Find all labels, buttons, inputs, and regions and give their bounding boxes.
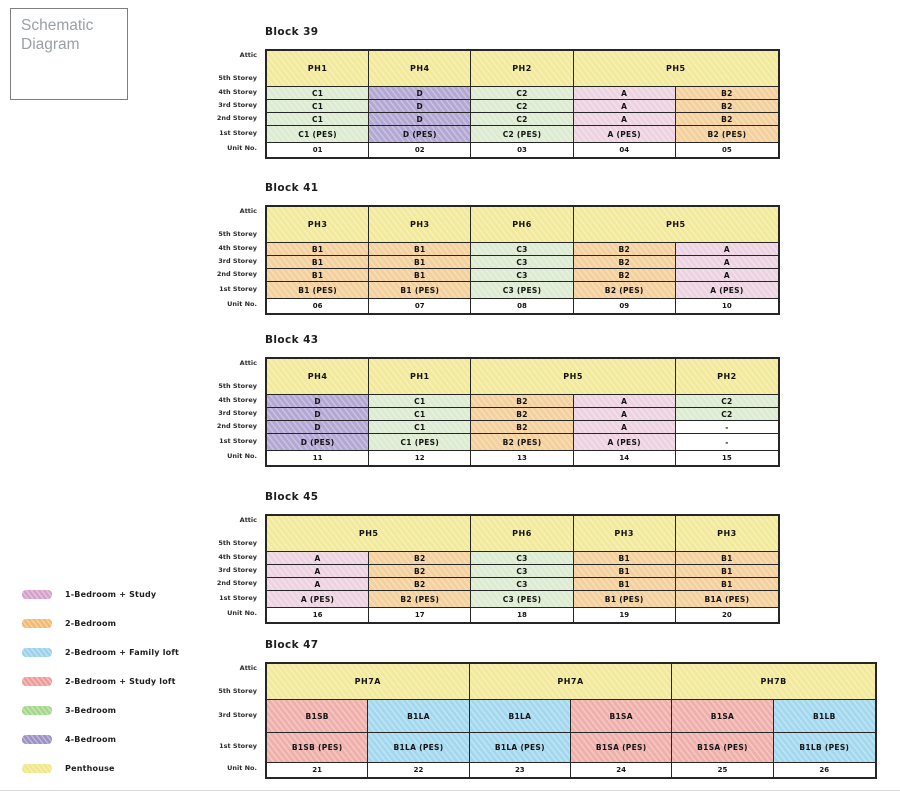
row-labels: [185, 49, 261, 159]
storey-row: [267, 87, 778, 100]
unit-type-cell: B1: [676, 578, 778, 590]
storey-label: 2nd Storey: [216, 578, 257, 587]
unit-type-cell: C3: [471, 565, 573, 577]
legend: [22, 588, 179, 791]
unit-number-cell: 17: [369, 608, 471, 622]
storey-label: 2nd Storey: [216, 113, 257, 122]
unit-no-label: Unit No.: [227, 452, 257, 460]
unit-number-cell: 22: [368, 763, 469, 777]
block-table: [185, 662, 877, 779]
unit-type-cell: B1LA: [470, 700, 571, 732]
row-labels: [185, 662, 261, 779]
unit-number-cell: 07: [369, 299, 471, 313]
unit-number-cell: 14: [574, 451, 676, 465]
unit-type-cell: B1A (PES): [676, 591, 778, 607]
unit-type-cell: A (PES): [267, 591, 369, 607]
penthouse-cell: PH1: [267, 51, 369, 86]
block-title: Block 39: [265, 26, 319, 38]
block-table: [185, 205, 780, 315]
penthouse-row: [267, 207, 778, 243]
penthouse-row: [267, 516, 778, 552]
legend-item: [22, 646, 179, 658]
penthouse-cell: PH3: [369, 207, 471, 242]
legend-label: 1-Bedroom + Study: [65, 589, 157, 599]
legend-label: 2-Bedroom + Family loft: [65, 647, 180, 657]
storey-row: [267, 591, 778, 608]
legend-color-swatch: [22, 677, 52, 686]
unit-type-cell: C3: [471, 269, 573, 281]
storey-label: 4th Storey: [218, 395, 257, 404]
storey-label: 3rd Storey: [218, 100, 257, 109]
unit-number-cell: 16: [267, 608, 369, 622]
unit-type-cell: B2: [574, 256, 676, 268]
unit-type-cell: C1: [267, 113, 369, 125]
unit-type-cell: C1 (PES): [267, 126, 369, 142]
unit-type-cell: B2: [471, 421, 573, 433]
storey-label: 1st Storey: [219, 436, 257, 445]
legend-label: Penthouse: [65, 763, 115, 773]
unit-number-cell: 18: [471, 608, 573, 622]
block-title: Block 41: [265, 182, 319, 194]
storey-row: [267, 395, 778, 408]
penthouse-cell: PH7A: [470, 664, 673, 699]
unit-type-cell: C1: [267, 100, 369, 112]
unit-type-cell: B1LB: [774, 700, 875, 732]
storey-label: 5th Storey: [218, 230, 257, 238]
unit-type-cell: B2: [369, 565, 471, 577]
unit-number-cell: 03: [471, 143, 573, 157]
penthouse-cell: PH2: [471, 51, 573, 86]
unit-type-cell: C2: [676, 395, 778, 407]
unit-type-cell: B2 (PES): [676, 126, 778, 142]
table: [265, 514, 780, 624]
block-table: [185, 514, 780, 624]
block: [185, 182, 780, 315]
penthouse-cell: PH5: [574, 207, 778, 242]
storey-row: [267, 408, 778, 421]
legend-color-swatch: [22, 619, 52, 628]
unit-number-cell: 24: [571, 763, 672, 777]
unit-number-cell: 04: [574, 143, 676, 157]
unit-row: [267, 451, 778, 465]
storey-label: 1st Storey: [219, 742, 257, 750]
storey-row: [267, 733, 875, 763]
unit-type-cell: B1SA (PES): [672, 733, 773, 762]
storey-row: [267, 421, 778, 434]
attic-label: Attic: [239, 664, 257, 672]
block-title: Block 43: [265, 334, 319, 346]
storey-label: 1st Storey: [219, 284, 257, 293]
storey-label: 5th Storey: [218, 74, 257, 82]
legend-color-swatch: [22, 735, 52, 744]
unit-type-cell: B1LB (PES): [774, 733, 875, 762]
storey-row: [267, 434, 778, 451]
penthouse-row: [267, 51, 778, 87]
unit-type-cell: A (PES): [574, 434, 676, 450]
unit-type-cell: D: [267, 395, 369, 407]
block: [185, 334, 780, 467]
row-labels: [185, 514, 261, 624]
unit-type-cell: C3: [471, 243, 573, 255]
legend-color-swatch: [22, 764, 52, 773]
legend-item: [22, 733, 179, 745]
unit-number-cell: 10: [676, 299, 778, 313]
penthouse-cell: PH6: [471, 516, 573, 551]
penthouse-cell: PH3: [267, 207, 369, 242]
penthouse-cell: PH7A: [267, 664, 470, 699]
unit-type-cell: B2 (PES): [369, 591, 471, 607]
unit-number-cell: 12: [369, 451, 471, 465]
table: [265, 662, 877, 779]
unit-type-cell: B1: [369, 243, 471, 255]
penthouse-cell: PH1: [369, 359, 471, 394]
unit-type-cell: A: [574, 395, 676, 407]
storey-label: 5th Storey: [218, 539, 257, 547]
unit-type-cell: B2: [676, 100, 778, 112]
unit-type-cell: B2: [369, 552, 471, 564]
schematic-diagram-title: Schematic Diagram: [21, 17, 94, 54]
unit-type-cell: -: [676, 421, 778, 433]
storey-label: 3rd Storey: [218, 256, 257, 265]
unit-type-cell: A: [267, 552, 369, 564]
storey-label: 4th Storey: [218, 552, 257, 561]
unit-type-cell: A: [267, 565, 369, 577]
unit-type-cell: A: [676, 243, 778, 255]
unit-no-label: Unit No.: [227, 764, 257, 772]
unit-type-cell: A: [267, 578, 369, 590]
unit-number-cell: 21: [267, 763, 368, 777]
storey-label: 5th Storey: [218, 382, 257, 390]
storey-label: 4th Storey: [218, 87, 257, 96]
unit-type-cell: C1: [369, 395, 471, 407]
penthouse-cell: PH7B: [672, 664, 875, 699]
storey-label: 2nd Storey: [216, 421, 257, 430]
unit-type-cell: B1: [676, 565, 778, 577]
legend-label: 2-Bedroom + Study loft: [65, 676, 176, 686]
unit-type-cell: A: [574, 87, 676, 99]
storey-row: [267, 243, 778, 256]
unit-type-cell: C1: [369, 408, 471, 420]
unit-type-cell: B2 (PES): [471, 434, 573, 450]
table: [265, 205, 780, 315]
unit-type-cell: A (PES): [574, 126, 676, 142]
unit-type-cell: A: [676, 256, 778, 268]
storey-row: [267, 126, 778, 143]
unit-type-cell: A: [676, 269, 778, 281]
legend-label: 3-Bedroom: [65, 705, 117, 715]
block-table: [185, 357, 780, 467]
unit-type-cell: B2: [676, 87, 778, 99]
unit-type-cell: C3 (PES): [471, 591, 573, 607]
unit-type-cell: C2 (PES): [471, 126, 573, 142]
unit-type-cell: A: [574, 408, 676, 420]
page-bottom-divider: [0, 790, 900, 791]
unit-number-cell: 25: [672, 763, 773, 777]
unit-type-cell: B1LA (PES): [470, 733, 571, 762]
unit-type-cell: B1: [574, 565, 676, 577]
storey-label: 4th Storey: [218, 243, 257, 252]
unit-type-cell: D (PES): [267, 434, 369, 450]
unit-type-cell: B2: [574, 243, 676, 255]
unit-type-cell: C3: [471, 256, 573, 268]
storey-row: [267, 552, 778, 565]
unit-number-cell: 11: [267, 451, 369, 465]
storey-label: 1st Storey: [219, 593, 257, 602]
unit-type-cell: B2 (PES): [574, 282, 676, 298]
block-table: [185, 49, 780, 159]
unit-type-cell: B1 (PES): [574, 591, 676, 607]
penthouse-row: [267, 359, 778, 395]
unit-number-cell: 20: [676, 608, 778, 622]
unit-type-cell: D: [267, 421, 369, 433]
unit-type-cell: B1: [574, 578, 676, 590]
attic-label: Attic: [239, 359, 257, 367]
unit-type-cell: D: [369, 100, 471, 112]
storey-label: 5th Storey: [218, 687, 257, 695]
unit-type-cell: D: [369, 87, 471, 99]
unit-type-cell: C1: [369, 421, 471, 433]
unit-number-cell: 26: [774, 763, 875, 777]
table: [265, 49, 780, 159]
block: [185, 491, 780, 624]
unit-type-cell: A (PES): [676, 282, 778, 298]
penthouse-cell: PH5: [267, 516, 471, 551]
unit-type-cell: B1SA: [571, 700, 672, 732]
legend-color-swatch: [22, 590, 52, 599]
storey-row: [267, 282, 778, 299]
penthouse-cell: PH5: [574, 51, 778, 86]
storey-row: [267, 700, 875, 733]
unit-row: [267, 763, 875, 777]
block: [185, 639, 877, 779]
block-title: Block 47: [265, 639, 319, 651]
penthouse-cell: PH3: [676, 516, 778, 551]
unit-type-cell: B1: [574, 552, 676, 564]
penthouse-cell: PH5: [471, 359, 675, 394]
unit-number-cell: 02: [369, 143, 471, 157]
unit-number-cell: 13: [471, 451, 573, 465]
storey-label: 3rd Storey: [218, 408, 257, 417]
penthouse-cell: PH2: [676, 359, 778, 394]
unit-number-cell: 15: [676, 451, 778, 465]
unit-type-cell: C2: [676, 408, 778, 420]
unit-number-cell: 08: [471, 299, 573, 313]
legend-item: [22, 762, 179, 774]
legend-color-swatch: [22, 706, 52, 715]
unit-type-cell: B1: [267, 243, 369, 255]
unit-row: [267, 143, 778, 157]
penthouse-cell: PH3: [574, 516, 676, 551]
unit-type-cell: B2: [676, 113, 778, 125]
schematic-diagram-box: [10, 8, 128, 100]
unit-type-cell: C2: [471, 100, 573, 112]
storey-row: [267, 100, 778, 113]
legend-item: [22, 704, 179, 716]
unit-type-cell: B1LA: [368, 700, 469, 732]
unit-type-cell: B1: [267, 269, 369, 281]
unit-row: [267, 299, 778, 313]
unit-type-cell: A: [574, 100, 676, 112]
unit-row: [267, 608, 778, 622]
unit-type-cell: B1LA (PES): [368, 733, 469, 762]
table: [265, 357, 780, 467]
storey-label: 3rd Storey: [218, 710, 257, 719]
penthouse-cell: PH4: [267, 359, 369, 394]
unit-number-cell: 09: [574, 299, 676, 313]
block: [185, 26, 780, 159]
unit-type-cell: C2: [471, 113, 573, 125]
unit-type-cell: D: [267, 408, 369, 420]
unit-type-cell: B1 (PES): [267, 282, 369, 298]
unit-number-cell: 23: [470, 763, 571, 777]
unit-type-cell: -: [676, 434, 778, 450]
row-labels: [185, 205, 261, 315]
storey-row: [267, 269, 778, 282]
unit-number-cell: 01: [267, 143, 369, 157]
unit-type-cell: B2: [471, 408, 573, 420]
unit-number-cell: 19: [574, 608, 676, 622]
unit-type-cell: D: [369, 113, 471, 125]
unit-no-label: Unit No.: [227, 300, 257, 308]
unit-type-cell: B1SA: [672, 700, 773, 732]
legend-color-swatch: [22, 648, 52, 657]
penthouse-cell: PH4: [369, 51, 471, 86]
unit-type-cell: C2: [471, 87, 573, 99]
unit-type-cell: D (PES): [369, 126, 471, 142]
unit-type-cell: C3: [471, 578, 573, 590]
unit-type-cell: B1SA (PES): [571, 733, 672, 762]
block-title: Block 45: [265, 491, 319, 503]
storey-row: [267, 565, 778, 578]
unit-type-cell: B2: [369, 578, 471, 590]
storey-row: [267, 256, 778, 269]
attic-label: Attic: [239, 207, 257, 215]
row-labels: [185, 357, 261, 467]
penthouse-row: [267, 664, 875, 700]
unit-type-cell: C1 (PES): [369, 434, 471, 450]
unit-type-cell: B1 (PES): [369, 282, 471, 298]
unit-type-cell: C1: [267, 87, 369, 99]
storey-label: 3rd Storey: [218, 565, 257, 574]
storey-row: [267, 113, 778, 126]
unit-type-cell: A: [574, 113, 676, 125]
unit-type-cell: B1: [676, 552, 778, 564]
unit-number-cell: 05: [676, 143, 778, 157]
legend-item: [22, 675, 179, 687]
penthouse-cell: PH6: [471, 207, 573, 242]
unit-type-cell: B2: [574, 269, 676, 281]
unit-no-label: Unit No.: [227, 609, 257, 617]
unit-type-cell: B1: [369, 269, 471, 281]
attic-label: Attic: [239, 51, 257, 59]
storey-label: 2nd Storey: [216, 269, 257, 278]
legend-item: [22, 617, 179, 629]
unit-type-cell: B2: [471, 395, 573, 407]
unit-type-cell: B1: [369, 256, 471, 268]
legend-label: 2-Bedroom: [65, 618, 117, 628]
unit-type-cell: C3: [471, 552, 573, 564]
unit-type-cell: B1SB (PES): [267, 733, 368, 762]
unit-no-label: Unit No.: [227, 144, 257, 152]
legend-label: 4-Bedroom: [65, 734, 117, 744]
unit-type-cell: B1: [267, 256, 369, 268]
storey-row: [267, 578, 778, 591]
unit-type-cell: C3 (PES): [471, 282, 573, 298]
storey-label: 1st Storey: [219, 128, 257, 137]
unit-type-cell: A: [574, 421, 676, 433]
attic-label: Attic: [239, 516, 257, 524]
legend-item: [22, 588, 179, 600]
unit-type-cell: B1SB: [267, 700, 368, 732]
unit-number-cell: 06: [267, 299, 369, 313]
